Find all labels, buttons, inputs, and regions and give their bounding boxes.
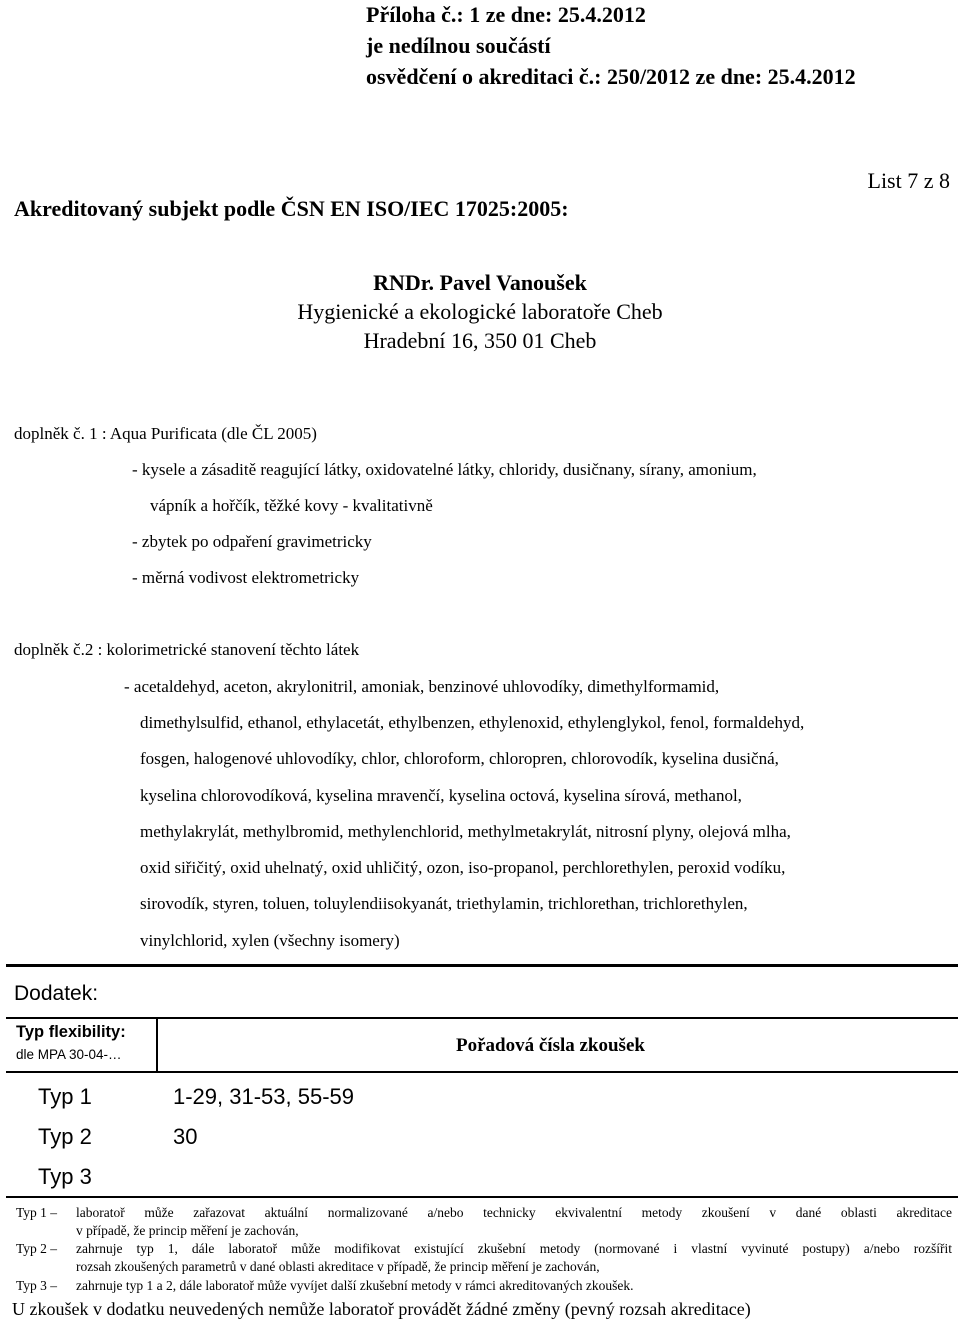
table-bottom-rule — [6, 1196, 958, 1198]
test-numbers: 1-29, 31-53, 55-59 — [173, 1084, 355, 1109]
type-2-description-cont: rozsah zkoušených parametrů v dané oblasti akreditace v případě, že princip měření je zachován, — [76, 1259, 600, 1274]
type-2-description: zahrnuje typ 1, dále laboratoř může modifikovat existující zkušební metody (normované i vlastní vyvinuté postupy) a/nebo rozšířit — [76, 1241, 952, 1256]
supplement-1-item: vápník a hořčík, těžké kovy - kvalitativně — [150, 496, 433, 515]
test-numbers: 30 — [173, 1124, 198, 1149]
supplement-1-item: - kysele a zásaditě reagující látky, oxidovatelné látky, chloridy, dusičnany, sírany, amonium, — [132, 460, 757, 479]
type-1-description: laboratoř může zařazovat aktuální normalizované a/nebo technicky ekvivalentní metody zkoušení v dané oblasti akreditace — [76, 1205, 952, 1220]
substance-line: methylakrylát, methylbromid, methylenchlorid, methylmetakrylát, nitrosní plyny, olejová mlha, — [140, 822, 791, 841]
annex-subheading: je nedílnou součástí — [366, 33, 551, 58]
addendum-label: Dodatek: — [14, 982, 99, 1005]
table-rule — [6, 1071, 958, 1073]
supplement-1-title: doplněk č. 1 : Aqua Purificata (dle ČL 2005) — [14, 424, 317, 443]
substance-line: kyselina chlorovodíková, kyselina mravenčí, kyselina octová, kyselina sírová, methanol, — [140, 786, 742, 805]
subject-label: Akreditovaný subjekt podle ČSN EN ISO/IEC 17025:2005: — [14, 196, 569, 221]
type-2-label: Typ 2 – — [16, 1241, 58, 1256]
supplement-2-title: doplněk č.2 : kolorimetrické stanovení těchto látek — [14, 640, 360, 659]
substance-line: - acetaldehyd, aceton, akrylonitril, amoniak, benzinové uhlovodíky, dimethylformamid, — [124, 677, 720, 696]
table-rule — [6, 1017, 958, 1019]
supplement-1-item: - zbytek po odpaření gravimetricky — [132, 532, 372, 551]
supplement-1-item: - měrná vodivost elektrometricky — [132, 568, 360, 587]
table-column-divider — [156, 1017, 158, 1071]
addendum-top-rule — [6, 964, 958, 967]
flexibility-type: Typ 3 — [38, 1164, 92, 1189]
certificate-reference: osvědčení o akreditaci č.: 250/2012 ze dne: 25.4.2012 — [366, 64, 856, 89]
substance-line: dimethylsulfid, ethanol, ethylacetát, ethylbenzen, ethylenoxid, ethylenglykol, fenol, formaldehyd, — [140, 713, 805, 732]
substance-line: vinylchlorid, xylen (všechny isomery) — [140, 931, 400, 950]
flexibility-reference: dle MPA 30-04-… — [16, 1047, 122, 1062]
substance-line: oxid siřičitý, oxid uhelnatý, oxid uhličitý, ozon, iso-propanol, perchlorethylen, peroxid vodíku, — [140, 858, 786, 877]
flexibility-header: Typ flexibility: — [16, 1023, 126, 1041]
type-1-label: Typ 1 – — [16, 1205, 58, 1220]
substance-line: fosgen, halogenové uhlovodíky, chlor, chloroform, chloropren, chlorovodík, kyselina dusičná, — [140, 749, 779, 768]
flexibility-type: Typ 1 — [38, 1084, 92, 1109]
lab-owner-name: RNDr. Pavel Vanoušek — [373, 270, 587, 295]
annex-heading: Příloha č.: 1 ze dne: 25.4.2012 — [366, 2, 646, 27]
substance-line: sirovodík, styren, toluen, toluylendiisokyanát, triethylamin, trichlorethan, trichlorethylen, — [140, 894, 748, 913]
flexibility-type: Typ 2 — [38, 1124, 92, 1149]
type-3-label: Typ 3 – — [16, 1278, 58, 1293]
page-indicator: List 7 z 8 — [867, 168, 950, 193]
lab-address: Hradební 16, 350 01 Cheb — [363, 328, 597, 353]
fixed-scope-footer: U zkoušek v dodatku neuvedených nemůže laboratoř provádět žádné změny (pevný rozsah akreditace) — [12, 1299, 751, 1319]
order-numbers-header: Pořadová čísla zkoušek — [456, 1035, 645, 1056]
lab-organization: Hygienické a ekologické laboratoře Cheb — [297, 299, 663, 324]
type-3-description: zahrnuje typ 1 a 2, dále laboratoř může vyvíjet další zkušební metody v rámci akreditovaných zkoušek. — [76, 1278, 634, 1293]
type-1-description-cont: v případě, že princip měření je zachován, — [76, 1223, 299, 1238]
